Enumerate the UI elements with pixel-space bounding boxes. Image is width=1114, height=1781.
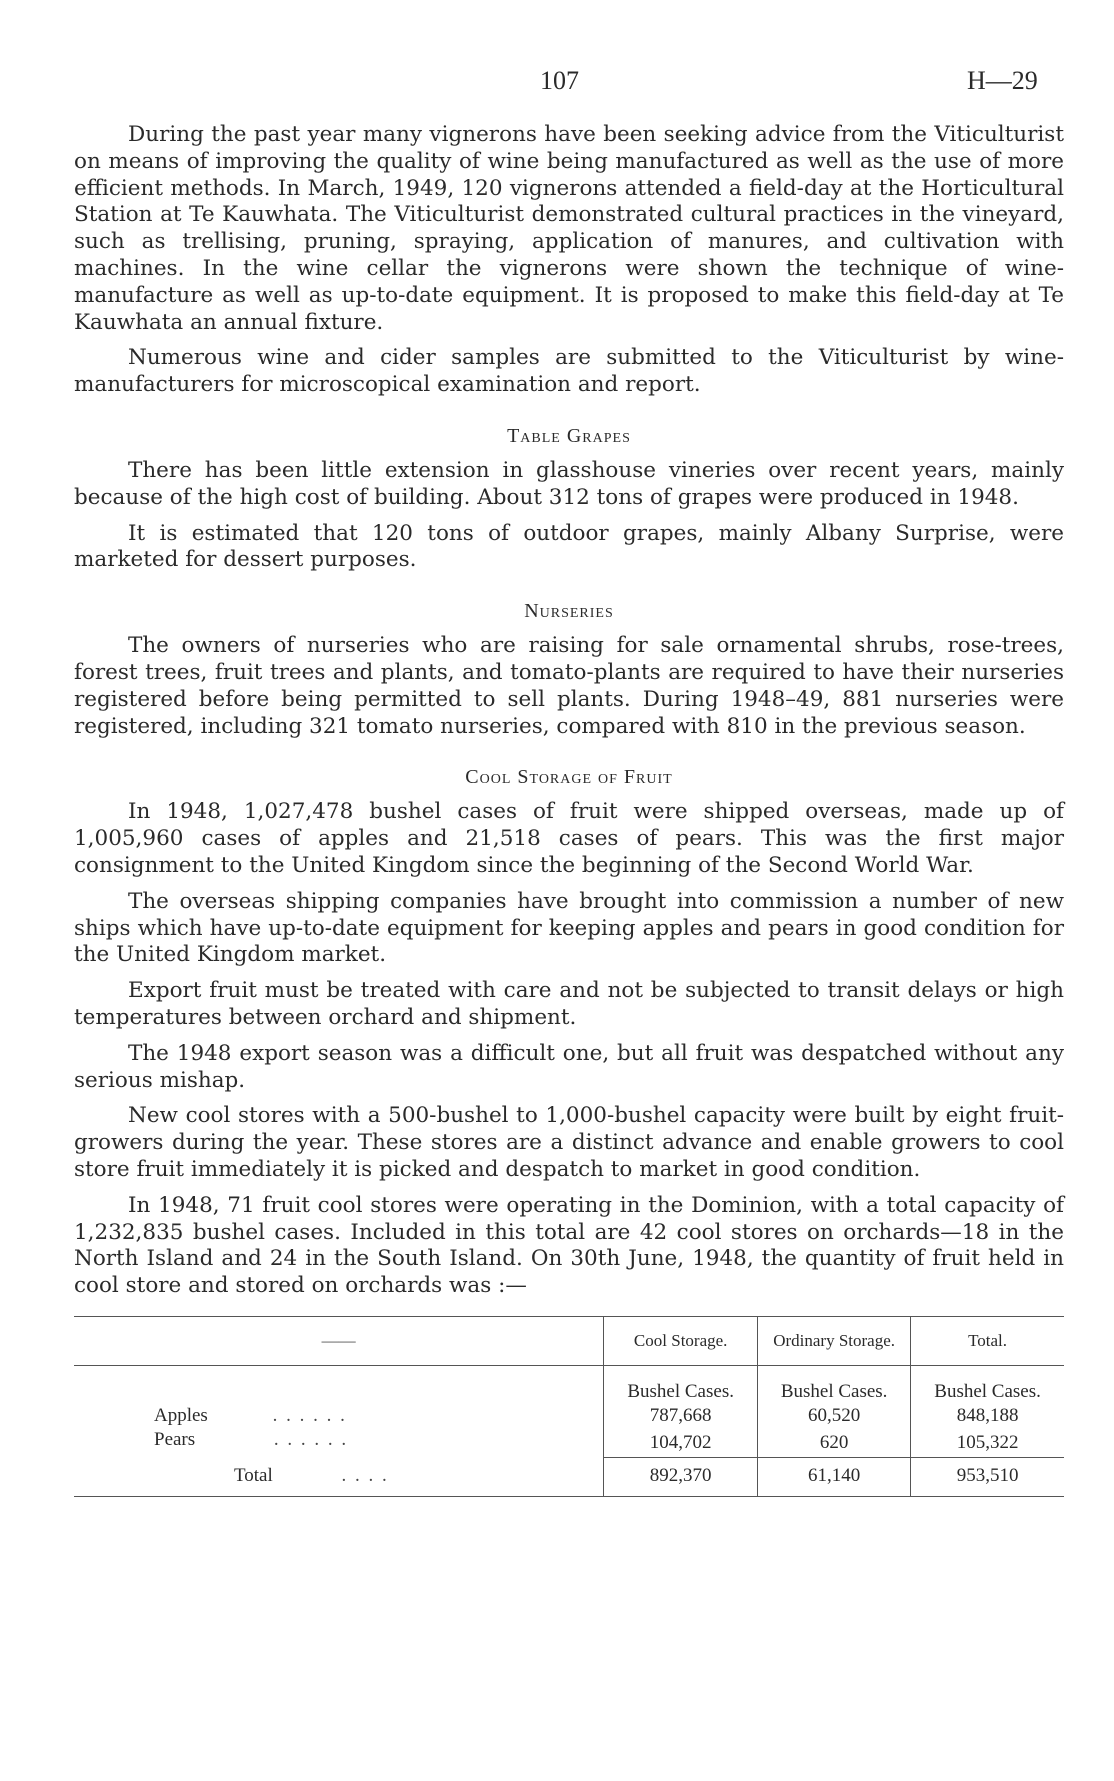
page-body — [74, 122, 1064, 1497]
total-total: 953,510 — [911, 1458, 1064, 1497]
header-total: Total. — [911, 1316, 1064, 1365]
apples-ordinary: 60,520 — [758, 1404, 911, 1428]
paragraph-nurseries: The owners of nurseries who are raising for sale ornamental shrubs, rose-trees, forest trees, fruit trees and plants, and tomato-plants are required to have their nurseries registered before being permitted to sell plants. During 1948–49, 881 nurseries were registered, including 321 tomato nurseries, compared with 810 in the previous season. — [74, 633, 1064, 739]
unit-cool: Bushel Cases. — [604, 1365, 758, 1404]
total-ordinary: 61,140 — [758, 1458, 911, 1497]
paragraph-viticulture-advice: During the past year many vignerons have been seeking advice from the Viticulturist on means of improving the quality of wine being manufactured as well as the use of more efficient methods. In March, 1949, 120 vignerons attended a field-day at the Horticultural Station at Te Kauwhata. The Viticulturist demonstrated cultural practices in the vineyard, such as trellising, pruning, spraying, application of manures, and cultivation with machines. In the wine cellar the vignerons were shown the technique of wine-manufacture as well as up-to-date equipment. It is proposed to make this field-day at Te Kauwhata an annual fixture. — [74, 122, 1064, 335]
row-label-pears: Pears — [154, 1428, 196, 1450]
leader-dots: . . . . — [341, 1465, 389, 1487]
units-row — [74, 1365, 1064, 1404]
paragraph-shipping-companies: The overseas shipping companies have brought into commission a number of new ships which have up-to-date equipment for keeping apples and pears in good condition for the United Kingdom market. — [74, 888, 1064, 968]
pears-cool: 104,702 — [604, 1428, 758, 1458]
header-blank-cell: —— — [74, 1316, 604, 1365]
paragraph-export-season: The 1948 export season was a difficult one, but all fruit was despatched without any serious mishap. — [74, 1040, 1064, 1093]
header-ordinary-storage: Ordinary Storage. — [758, 1316, 911, 1365]
paragraph-cool-store-capacity: In 1948, 71 fruit cool stores were operating in the Dominion, with a total capacity of 1,232,835 bushel cases. Included in this total are 42 cool stores on orchards—18 in the North Island and 24 in the South Island. On 30th June, 1948, the quantity of fruit held in cool store and stored on orchards was :— — [74, 1192, 1064, 1299]
storage-table — [74, 1316, 1064, 1498]
paragraph-wine-samples: Numerous wine and cider samples are submitted to the Viticulturist by wine-manufacturers for microscopical examination and report. — [74, 345, 1064, 398]
table-header-row — [74, 1316, 1064, 1365]
storage-table-container — [74, 1316, 1064, 1498]
row-label-total: Total — [234, 1465, 273, 1487]
leader-dots: . . . . . . — [272, 1404, 347, 1426]
page-header — [0, 66, 1114, 106]
apples-cool: 787,668 — [604, 1404, 758, 1428]
page-number: 107 — [540, 66, 579, 95]
table-row — [74, 1428, 1064, 1458]
total-cool: 892,370 — [604, 1458, 758, 1497]
paragraph-exports-1948: In 1948, 1,027,478 bushel cases of fruit were shipped overseas, made up of 1,005,960 cases of apples and 21,518 cases of pears. This was the first major consignment to the United Kingdom since the beginning of the Second World War. — [74, 799, 1064, 878]
document-code: H—29 — [967, 66, 1038, 95]
leader-dots: . . . . . . — [273, 1428, 349, 1450]
total-row — [74, 1458, 1064, 1497]
paragraph-outdoor-grapes: It is estimated that 120 tons of outdoor grapes, mainly Albany Surprise, were marketed for dessert purposes. — [74, 520, 1064, 573]
row-label-apples: Apples — [154, 1404, 208, 1426]
heading-nurseries: Nurseries — [524, 600, 614, 623]
paragraph-export-care: Export fruit must be treated with care and not be subjected to transit delays or high temperatures between orchard and shipment. — [74, 978, 1064, 1030]
paragraph-new-cool-stores: New cool stores with a 500-bushel to 1,000-bushel capacity were built by eight fruit-growers during the year. These stores are a distinct advance and enable growers to cool store fruit immediately it is picked and despatch to market in good condition. — [74, 1103, 1064, 1182]
pears-total: 105,322 — [911, 1428, 1064, 1458]
unit-total: Bushel Cases. — [911, 1365, 1064, 1404]
header-cool-storage: Cool Storage. — [604, 1316, 758, 1365]
pears-ordinary: 620 — [758, 1428, 911, 1458]
heading-table-grapes: Table Grapes — [507, 424, 631, 447]
table-row — [74, 1404, 1064, 1428]
paragraph-glasshouse-vineries: There has been little extension in glasshouse vineries over recent years, mainly because of the high cost of building. About 312 tons of grapes were produced in 1948. — [74, 457, 1064, 510]
apples-total: 848,188 — [911, 1404, 1064, 1428]
heading-cool-storage: Cool Storage of Fruit — [465, 766, 673, 789]
unit-ordinary: Bushel Cases. — [758, 1365, 911, 1404]
